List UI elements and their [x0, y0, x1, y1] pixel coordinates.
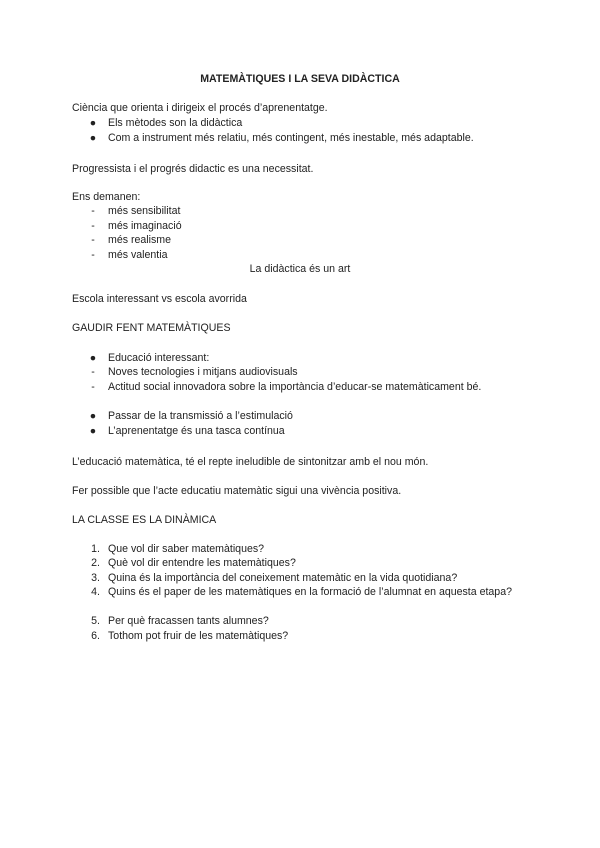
bullet-icon: ●: [89, 352, 97, 364]
dash-marker: -: [91, 220, 95, 232]
dash-marker: -: [91, 381, 95, 393]
list-item: Per què fracassen tants alumnes?: [108, 615, 269, 627]
list-item: Actitud social innovadora sobre la importància d’educar-se matemàticament bé.: [108, 381, 482, 393]
bullet-icon: ●: [89, 132, 97, 144]
list-item: Passar de la transmissió a l’estimulació: [108, 410, 293, 422]
intro-paragraph: Ciència que orienta i dirigeix el procés d’aprenentatge.: [72, 102, 328, 114]
list-item: Els mètodes son la didàctica: [108, 117, 243, 129]
list-item: més imaginació: [108, 220, 182, 232]
bullet-icon: ●: [89, 410, 97, 422]
list-number: 2.: [91, 557, 100, 569]
section-heading-gaudir: GAUDIR FENT MATEMÀTIQUES: [72, 322, 231, 334]
section-heading-classe: LA CLASSE ES LA DINÀMICA: [72, 514, 217, 526]
fer-possible-paragraph: Fer possible que l’acte educatiu matemàtic sigui una vivència positiva.: [72, 485, 402, 497]
ens-demanen-label: Ens demanen:: [72, 191, 141, 203]
list-item: més sensibilitat: [108, 205, 181, 217]
list-item: més valentia: [108, 249, 168, 261]
list-number: 6.: [91, 630, 100, 642]
list-item: Tothom pot fruir de les matemàtiques?: [108, 630, 289, 642]
repte-paragraph: L’educació matemàtica, té el repte ineludible de sintonitzar amb el nou món.: [72, 456, 429, 468]
dash-marker: -: [91, 249, 95, 261]
bullet-icon: ●: [89, 425, 97, 437]
list-number: 4.: [91, 586, 100, 598]
list-number: 5.: [91, 615, 100, 627]
list-item: Com a instrument més relatiu, més contingent, més inestable, més adaptable.: [108, 132, 474, 144]
list-item: Quina és la importància del coneixement matemàtic en la vida quotidiana?: [108, 572, 458, 584]
dash-marker: -: [91, 205, 95, 217]
escola-paragraph: Escola interessant vs escola avorrida: [72, 293, 247, 305]
list-number: 1.: [91, 543, 100, 555]
list-item: més realisme: [108, 234, 171, 246]
document-title: MATEMÀTIQUES I LA SEVA DIDÀCTICA: [200, 73, 400, 85]
list-item: Educació interessant:: [108, 352, 210, 364]
list-item: Quins és el paper de les matemàtiques en la formació de l’alumnat en aquesta etapa?: [108, 586, 512, 598]
bullet-icon: ●: [89, 117, 97, 129]
list-item: L’aprenentatge és una tasca contínua: [108, 425, 285, 437]
list-item: Que vol dir saber matemàtiques?: [108, 543, 265, 555]
list-number: 3.: [91, 572, 100, 584]
progressista-paragraph: Progressista i el progrés didactic es una necessitat.: [72, 163, 314, 175]
list-item: Noves tecnologies i mitjans audiovisuals: [108, 366, 298, 378]
dash-marker: -: [91, 366, 95, 378]
list-item: Què vol dir entendre les matemàtiques?: [108, 557, 296, 569]
dash-marker: -: [91, 234, 95, 246]
art-centered-line: La didàctica és un art: [249, 263, 351, 275]
